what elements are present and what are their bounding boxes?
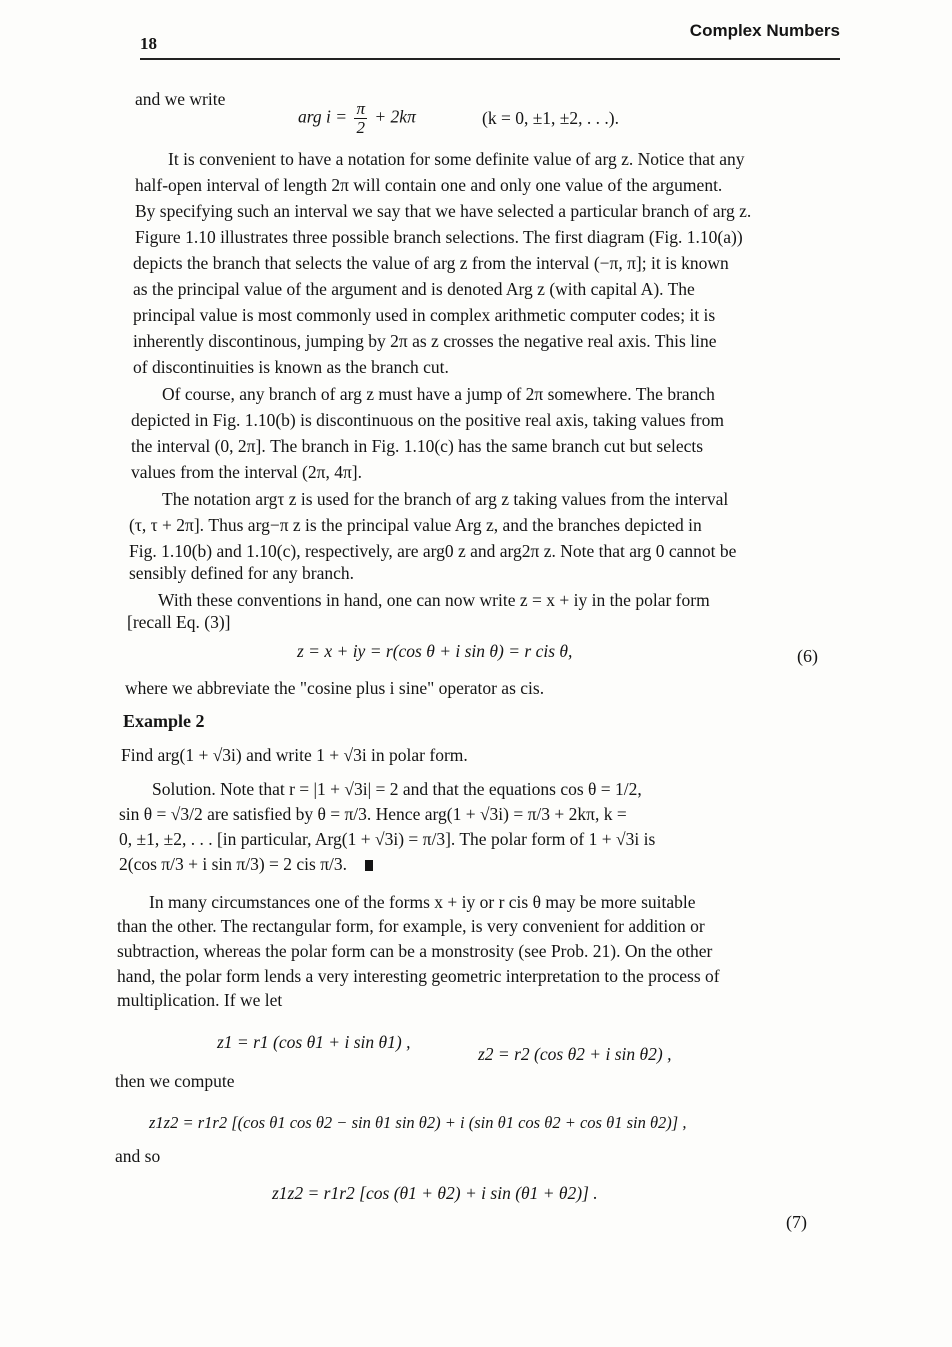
text-line-cis-definition: where we abbreviate the "cosine plus i sine" operator as cis. xyxy=(125,678,545,698)
text-line: It is convenient to have a notation for some definite value of arg z. Notice that any xyxy=(168,149,745,169)
z2-definition: z2 = r2 (cos θ2 + i sin θ2) , xyxy=(478,1044,672,1064)
text-line: depicts the branch that selects the value of arg z from the interval (−π, π]; it is known xyxy=(133,253,729,273)
arg-i-condition: (k = 0, ±1, ±2, . . .). xyxy=(482,108,619,128)
text-line: In many circumstances one of the forms x + iy or r cis θ may be more suitable xyxy=(149,892,696,912)
text-line: The notation argτ z is used for the branch of arg z taking values from the interval xyxy=(162,489,729,509)
text-line: hand, the polar form lends a very interesting geometric interpretation to the process of xyxy=(117,966,720,986)
equation-7: z1z2 = r1r2 [cos (θ1 + θ2) + i sin (θ1 + θ2)] . xyxy=(272,1183,598,1203)
text-line: By specifying such an interval we say that we have selected a particular branch of arg z. xyxy=(135,201,752,221)
text-line: [recall Eq. (3)] xyxy=(127,612,231,632)
text-line: than the other. The rectangular form, for example, is very convenient for addition or xyxy=(117,916,705,936)
text-line xyxy=(119,853,373,875)
text-line: of discontinuities is known as the branch cut. xyxy=(133,357,449,377)
page-number: 18 xyxy=(140,34,157,53)
text-line: With these conventions in hand, one can now write z = x + iy in the polar form xyxy=(158,590,710,610)
text-line: sensibly defined for any branch. xyxy=(129,563,354,583)
text-line: 0, ±1, ±2, . . . [in particular, Arg(1 + √3i) = π/3]. The polar form of 1 + √3i is xyxy=(119,829,656,849)
solution-final-text: 2(cos π/3 + i sin π/3) = 2 cis π/3. xyxy=(119,854,348,874)
header-rule xyxy=(140,58,840,60)
text-line: principal value is most commonly used in complex arithmetic computer codes; it is xyxy=(133,305,716,325)
equation-6-number: (6) xyxy=(797,646,818,666)
example-heading: Example 2 xyxy=(123,711,205,731)
intro-lead: and we write xyxy=(135,89,226,109)
arg-i-lhs: arg i = xyxy=(298,106,348,127)
text-line: Solution. Note that r = |1 + √3i| = 2 and that the equations cos θ = 1/2, xyxy=(152,779,642,799)
running-head: Complex Numbers xyxy=(689,21,840,40)
z1-definition: z1 = r1 (cos θ1 + i sin θ1) , xyxy=(217,1032,411,1052)
pi-over-two-fraction xyxy=(354,100,367,137)
arg-i-rhs: + 2kπ xyxy=(374,106,416,127)
fraction-denominator: 2 xyxy=(356,118,365,137)
text-line: half-open interval of length 2π will contain one and only one value of the argument. xyxy=(135,175,723,195)
equation-6: z = x + iy = r(cos θ + i sin θ) = r cis θ, xyxy=(297,641,573,661)
example-problem: Find arg(1 + √3i) and write 1 + √3i in polar form. xyxy=(121,745,468,765)
equation-7-number: (7) xyxy=(786,1212,807,1232)
product-expansion-equation: z1z2 = r1r2 [(cos θ1 cos θ2 − sin θ1 sin θ2) + i (sin θ1 cos θ2 + cos θ1 sin θ2)] , xyxy=(149,1113,687,1132)
text-line: the interval (0, 2π]. The branch in Fig. 1.10(c) has the same branch cut but selects xyxy=(131,436,704,456)
text-line-and-so: and so xyxy=(115,1146,161,1166)
text-line: inherently discontinous, jumping by 2π as z crosses the negative real axis. This line xyxy=(133,331,717,351)
text-line: as the principal value of the argument and is denoted Arg z (with capital A). The xyxy=(133,279,695,299)
fraction-numerator: π xyxy=(356,99,365,118)
text-line: (τ, τ + 2π]. Thus arg−π z is the principal value Arg z, and the branches depicted in xyxy=(129,515,702,535)
text-line: Fig. 1.10(b) and 1.10(c), respectively, are arg0 z and arg2π z. Note that arg 0 cannot be xyxy=(129,541,737,561)
text-line: Of course, any branch of arg z must have a jump of 2π somewhere. The branch xyxy=(162,384,715,404)
text-line: subtraction, whereas the polar form can be a monstrosity (see Prob. 21). On the other xyxy=(117,941,713,961)
text-line: Figure 1.10 illustrates three possible branch selections. The first diagram (Fig. 1.10(a)) xyxy=(135,227,743,247)
text-line-then-compute: then we compute xyxy=(115,1071,235,1091)
text-line: values from the interval (2π, 4π]. xyxy=(131,462,363,482)
text-line: sin θ = √3/2 are satisfied by θ = π/3. Hence arg(1 + √3i) = π/3 + 2kπ, k = xyxy=(119,804,627,824)
text-line: depicted in Fig. 1.10(b) is discontinuous on the positive real axis, taking values from xyxy=(131,410,724,430)
end-of-proof-square xyxy=(365,860,373,871)
text-line: multiplication. If we let xyxy=(117,990,283,1010)
arg-i-equation xyxy=(298,100,416,137)
